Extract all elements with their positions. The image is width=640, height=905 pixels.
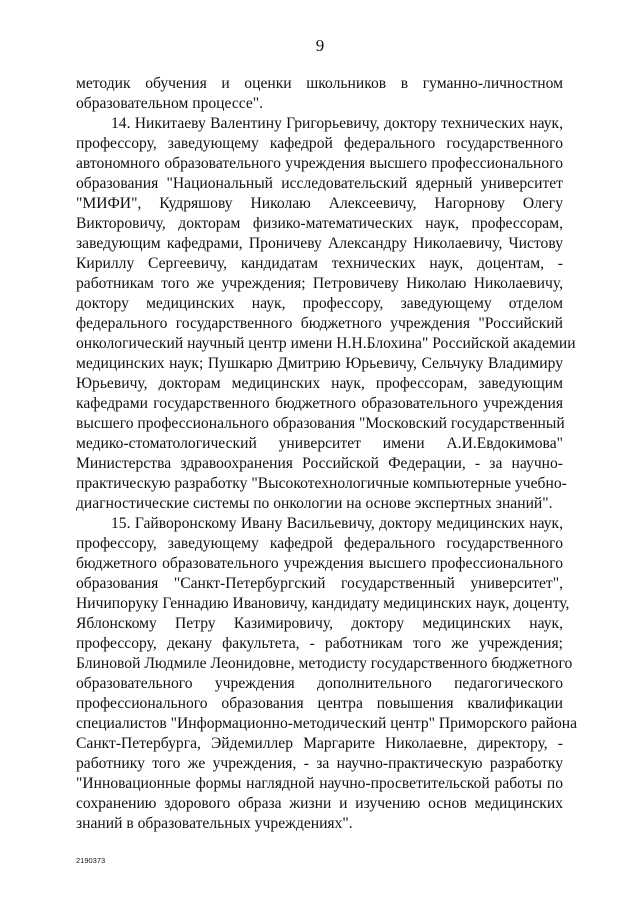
text-line: профессору, декану факультета, - работникам того же учреждения; — [76, 635, 563, 652]
text-line: бюджетного образовательного учреждения высшего профессионального — [76, 555, 563, 572]
text-line: Блиновой Людмиле Леонидовне, методисту государственного бюджетного — [76, 655, 573, 672]
text-line: работнику того же учреждения, - за научно-практическую разработку — [76, 755, 563, 772]
text-line: образовательного учреждения дополнительного педагогического — [76, 675, 563, 692]
text-line: профессору, заведующему кафедрой федерального государственного — [76, 135, 563, 152]
text-line: медико-стоматологический университет имени А.И.Евдокимова" — [76, 435, 563, 452]
text-line: федерального государственного бюджетного учреждения "Российский — [76, 315, 563, 332]
text-line: профессионального образования центра повышения квалификации — [76, 695, 563, 712]
text-line: знаний в образовательных учреждениях". — [76, 815, 353, 832]
text-line: высшего профессионального образования "Московский государственный — [76, 415, 565, 432]
text-line: Викторовичу, докторам физико-математических наук, профессорам, — [76, 215, 563, 232]
text-line: образования "Национальный исследовательский ядерный университет — [76, 175, 563, 192]
text-line: Яблонскому Петру Казимировичу, доктору медицинских наук, — [76, 615, 563, 632]
document-code: 2190373 — [76, 856, 106, 865]
text-line: автономного образовательного учреждения высшего профессионального — [76, 155, 563, 172]
text-line: "Инновационные формы наглядной научно-просветительской работы по — [76, 775, 563, 792]
text-line: Ничипоруку Геннадию Ивановичу, кандидату медицинских наук, доценту, — [76, 595, 570, 612]
text-line: работникам того же учреждения; Петровичеву Николаю Николаевичу, — [76, 275, 563, 292]
text-line: онкологический научный центр имени Н.Н.Блохина" Российской академии — [76, 335, 576, 352]
text-line: Министерства здравоохранения Российской Федерации, - за научно- — [76, 455, 563, 472]
text-line: медицинских наук; Пушкарю Дмитрию Юрьевичу, Сельчуку Владимиру — [76, 355, 563, 372]
paragraph-14-start: 14. Никитаеву Валентину Григорьевичу, доктору технических наук, — [111, 115, 563, 132]
text-line: образовательном процессе". — [76, 95, 264, 112]
text-line: Кириллу Сергеевичу, кандидатам технических наук, доцентам, - — [76, 255, 563, 272]
text-line: сохранению здорового образа жизни и изучению основ медицинских — [76, 795, 563, 812]
text-line: "МИФИ", Кудряшову Николаю Алексеевичу, Нагорнову Олегу — [76, 195, 563, 212]
text-line: профессору, заведующему кафедрой федерального государственного — [76, 535, 563, 552]
text-line: специалистов "Информационно-методический центр" Приморского района — [76, 715, 578, 732]
text-line: практическую разработку "Высокотехнологичные компьютерные учебно- — [76, 475, 567, 492]
page-number: 9 — [315, 36, 325, 55]
text-line: кафедрами государственного бюджетного образовательного учреждения — [76, 395, 563, 412]
text-line: Юрьевичу, докторам медицинских наук, профессорам, заведующим — [76, 375, 563, 392]
text-line: образования "Санкт-Петербургский государственный университет", — [76, 575, 563, 592]
paragraph-15-start: 15. Гайворонскому Ивану Васильевичу, доктору медицинских наук, — [111, 515, 563, 532]
text-line: доктору медицинских наук, профессору, заведующему отделом — [76, 295, 563, 312]
text-line: Санкт-Петербурга, Эйдемиллер Маргарите Николаевне, директору, - — [76, 735, 563, 752]
text-line: диагностические системы по онкологии на основе экспертных знаний". — [76, 495, 553, 512]
text-line: заведующим кафедрами, Проничеву Александру Николаевичу, Чистову — [76, 235, 563, 252]
text-line: методик обучения и оценки школьников в гуманно-личностном — [76, 75, 563, 92]
